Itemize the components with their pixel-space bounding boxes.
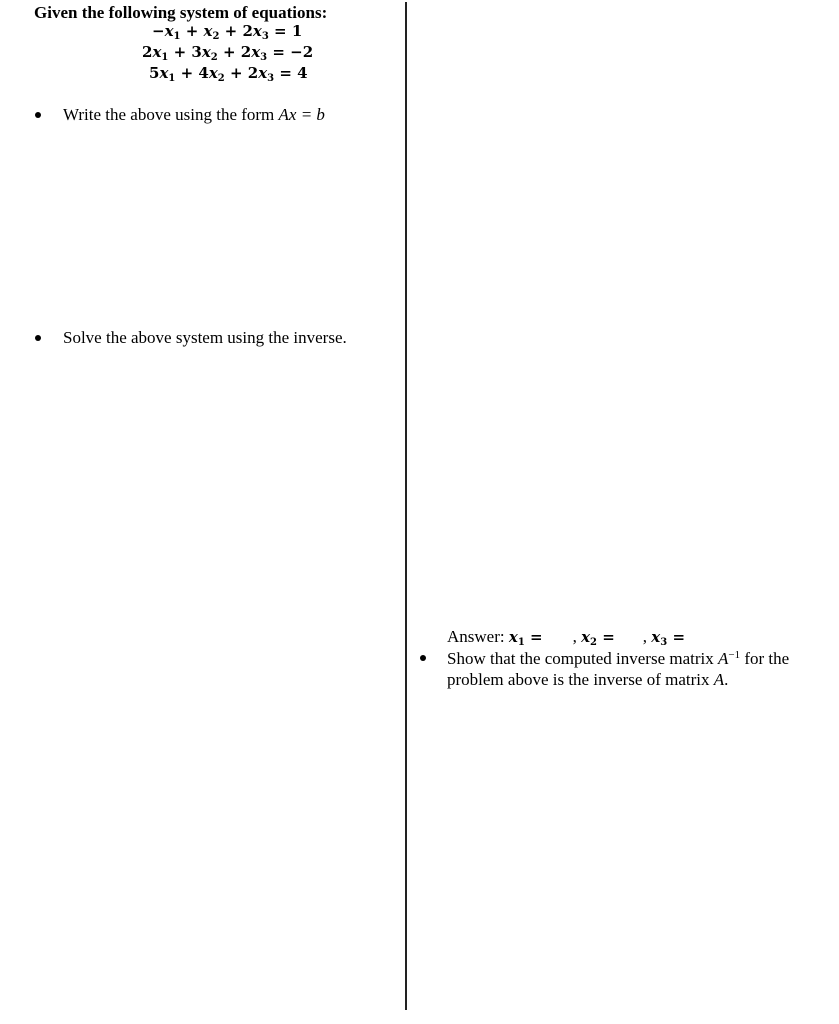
- column-divider: [405, 2, 407, 1010]
- equation-3: $5x_1 + 4x_2 + 2x_3 = 4$: [149, 64, 308, 84]
- problem-heading: Given the following system of equations:: [34, 3, 328, 22]
- task-solve-inverse: Solve the above system using the inverse.: [63, 328, 347, 347]
- ax-b-formula: Ax = b: [278, 105, 325, 124]
- task-write-form: Write the above using the form Ax = b: [63, 105, 325, 124]
- equation-1: $-x_1 + x_2 + 2x_3 = 1$: [152, 22, 303, 42]
- answer-x2: $x_2$ =: [581, 628, 615, 648]
- answer-x3: $x_3$ =: [651, 628, 686, 648]
- bullet-icon: [420, 655, 426, 661]
- bullet-icon: [35, 335, 41, 341]
- answer-line: Answer: $x_1$ = , $x_2$ = , $x_3$ =: [447, 627, 686, 648]
- bullet-icon: [35, 112, 41, 118]
- answer-x1: $x_1$ =: [508, 628, 543, 648]
- answer-label: Answer:: [447, 627, 505, 646]
- equation-2: $2x_1 + 3x_2 + 2x_3 = -2$: [142, 43, 314, 63]
- task-show-inverse: Show that the computed inverse matrix $A^{-1}$ for the problem above is the inverse of matrix A.: [447, 649, 790, 689]
